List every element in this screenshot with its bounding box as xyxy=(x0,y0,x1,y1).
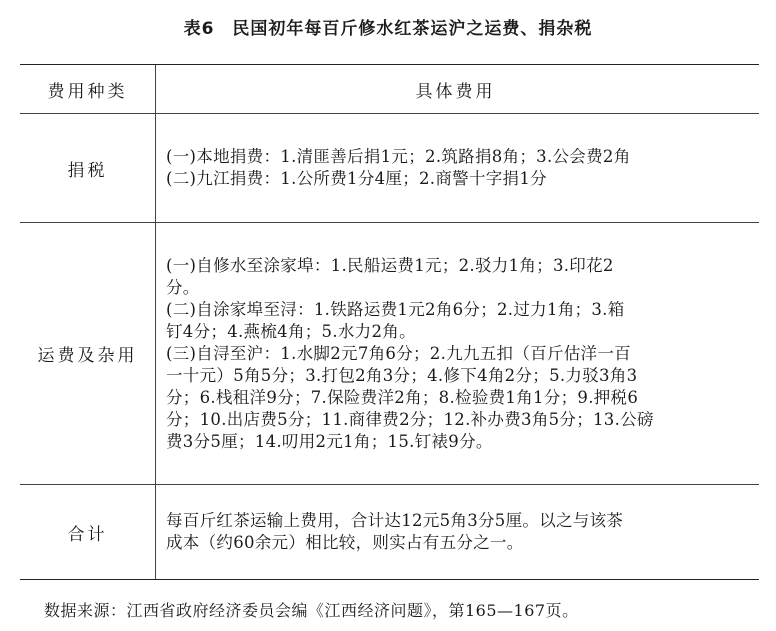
table-header-row xyxy=(20,65,759,114)
row-category: 运费及杂用 xyxy=(20,223,156,484)
row-detail xyxy=(166,255,654,453)
detail-line: (一)自修水至涂家埠：1.民船运费1元；2.驳力1角；3.印花2 xyxy=(166,255,614,275)
row-detail xyxy=(166,510,623,554)
row-category: 捐税 xyxy=(20,114,156,222)
detail-line: 费3分5厘；14.叨用2元1角；15.钉裱9分。 xyxy=(166,431,493,451)
table-row-taxes xyxy=(20,114,759,223)
table-row-freight xyxy=(20,223,759,485)
detail-line: 一十元）5角5分；3.打包2角3分；4.修下4角2分；5.力驳3角3 xyxy=(166,365,638,385)
source-note: 数据来源：江西省政府经济委员会编《江西经济问题》，第165—167页。 xyxy=(44,601,579,620)
detail-line: 分；6.栈租洋9分；7.保险费洋2角；8.检验费1角1分；9.押税6 xyxy=(166,387,639,407)
detail-line: (一)本地捐费：1.清匪善后捐1元；2.筑路捐8角；3.公会费2角 xyxy=(166,147,631,166)
header-detail: 具体费用 xyxy=(415,81,496,102)
detail-line: (三)自浔至沪：1.水脚2元7角6分；2.九九五扣（百斤估洋一百 xyxy=(166,343,631,363)
fee-table xyxy=(20,64,759,580)
table-row-total xyxy=(20,485,759,579)
detail-line: 分。 xyxy=(166,277,200,297)
detail-line: 每百斤红茶运输上费用，合计达12元5角3分5厘。以之与该茶 xyxy=(166,511,624,530)
header-category: 费用种类 xyxy=(20,65,156,113)
detail-line: 钉4分；4.燕梳4角；5.水力2角。 xyxy=(166,321,416,341)
detail-line: (二)自涂家埠至浔：1.铁路运费1元2角6分；2.过力1角；3.箱 xyxy=(166,299,625,319)
row-detail xyxy=(166,146,631,190)
table-title: 表6 民国初年每百斤修水红茶运沪之运费、捐杂税 xyxy=(183,19,593,39)
detail-line: 分；10.出店费5分；11.商律费2分；12.补办费3角5分；13.公磅 xyxy=(166,409,654,429)
detail-line: 成本（约60余元）相比较，则实占有五分之一。 xyxy=(166,533,524,552)
detail-line: (二)九江捐费：1.公所费1分4厘；2.商警十字捐1分 xyxy=(166,169,547,188)
row-category: 合计 xyxy=(20,485,156,579)
